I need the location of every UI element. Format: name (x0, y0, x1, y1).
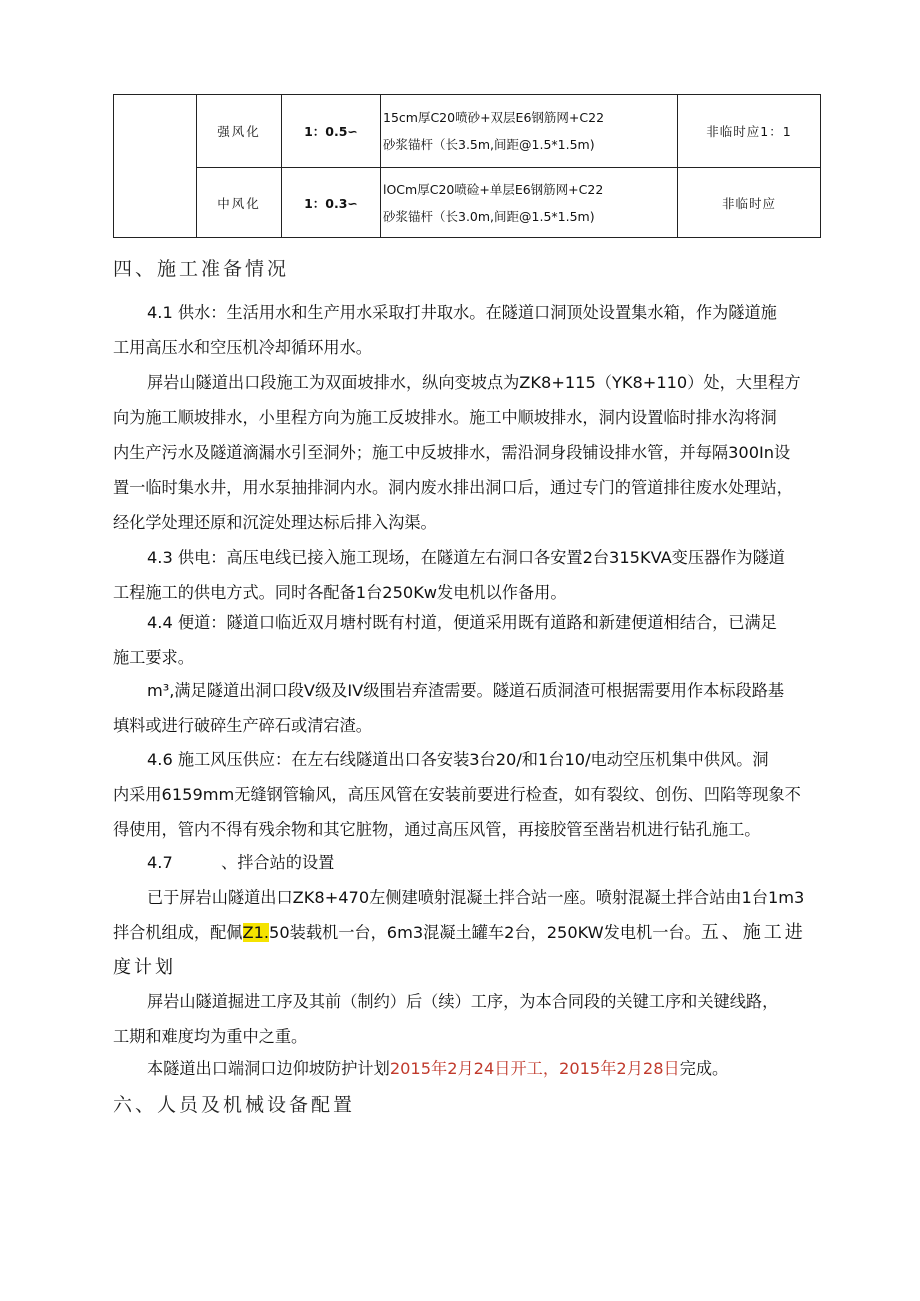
paragraph-air-supply (113, 742, 819, 847)
text-line: 置一临时集水井，用水泵抽排洞内水。洞内废水排出洞口后，通过专门的管道排往废水处理站， (113, 478, 793, 497)
table-cell-grade: 中风化 (197, 168, 282, 238)
text-line: 施工要求。 (113, 648, 194, 667)
text-line: 工用高压水和空压机冷却循环用水。 (113, 338, 372, 357)
highlighted-text: Z1. (242, 923, 270, 942)
text-line: 向为施工顺坡排水，小里程方向为施工反坡排水。施工中顺坡排水，洞内设置临时排水沟将洞 (113, 408, 777, 427)
text-line: 4.3 供电：高压电线已接入施工现场，在隧道左右洞口各安置2台315KVA变压器作为隧道 (147, 548, 785, 567)
text-fragment: 50装载机一台，6m3混凝土罐车2台，250KW发电机一台。 (269, 923, 701, 942)
table-row (114, 168, 821, 238)
section-heading: 六、人员及机械设备配置 (113, 1094, 356, 1116)
table-cell-note: 非临时应1：1 (678, 95, 821, 168)
text-line: 已于屏岩山隧道出口ZK8+470左侧建喷射混凝土拌合站一座。喷射混凝土拌合站由1台1m3 (147, 888, 805, 907)
table-cell-grade: 强风化 (197, 95, 282, 168)
slope-table (113, 94, 821, 238)
paragraph-schedule (113, 984, 819, 1054)
item-number: 4.7 (147, 853, 173, 872)
paragraph-plan (113, 1051, 819, 1086)
table-row (114, 95, 821, 168)
text-line (113, 845, 819, 880)
text-line: 内生产污水及隧道滴漏水引至洞外；施工中反坡排水，需沿洞身段铺设排水管，并每隔300In设 (113, 443, 791, 462)
paragraph-mixing-station-title (113, 845, 819, 880)
paragraph-spoil (113, 673, 819, 743)
paragraph-power-supply (113, 540, 819, 610)
text-line: 得使用，管内不得有残余物和其它脏物，通过高压风管，再接胶管至凿岩机进行钻孔施工。 (113, 820, 761, 839)
text-line: 内采用6159mm无缝钢管输风，高压风管在安装前要进行检查，如有裂纹、创伤、凹陷等现象不 (113, 785, 801, 804)
text-line (113, 915, 819, 950)
section-heading: 四、施工准备情况 (113, 258, 290, 280)
paragraph-water-supply (113, 295, 819, 365)
table-cell-support (381, 95, 678, 168)
paragraph-mixing-station (113, 880, 819, 985)
section-heading-inline: 五、施工进 (700, 922, 806, 943)
text-line: 工程施工的供电方式。同时各配备1台250Kw发电机以作备用。 (113, 583, 567, 602)
table-cell-support (381, 168, 678, 238)
red-date-text: 2015年2月24日开工，2015年2月28日 (389, 1059, 680, 1078)
support-line: 砂浆锚杆（长3.5m,间距@1.5*1.5m) (383, 137, 595, 152)
text-line: 4.6 施工风压供应：在左右线隧道出口各安装3台20/和1台10/电动空压机集中供风。洞 (147, 750, 769, 769)
table-cell-ratio: 1：0.3∽ (282, 168, 381, 238)
text-line: 4.1 供水：生活用水和生产用水采取打井取水。在隧道口洞顶处设置集水箱，作为隧道施 (147, 303, 777, 322)
text-line (113, 1051, 819, 1086)
table-cell-empty (114, 95, 197, 238)
table-cell-note: 非临时应 (678, 168, 821, 238)
support-line: 砂浆锚杆（长3.0m,间距@1.5*1.5m) (383, 208, 595, 224)
support-line: lOCm厚C20喷硷+单层E6钢筋网+C22 (383, 181, 604, 197)
support-line: 15cm厚C20喷砂+双层E6钢筋网+C22 (383, 110, 605, 125)
text-fragment: 拌合机组成，配佩 (113, 923, 243, 942)
section-heading-inline: 度计划 (113, 957, 176, 978)
paragraph-drainage (113, 365, 819, 540)
text-line: 4.4 便道：隧道口临近双月塘村既有村道，便道采用既有道路和新建便道相结合，已满足 (147, 613, 777, 632)
text-line: m³,满足隧道出洞口段V级及IV级围岩弃渣需要。隧道石质洞渣可根据需要用作本标段路基 (147, 681, 785, 700)
text-fragment: 完成。 (679, 1059, 729, 1078)
item-title: 、拌合站的设置 (221, 853, 335, 872)
table-cell-ratio: 1：0.5∽ (282, 95, 381, 168)
text-fragment: 本隧道出口端洞口边仰坡防护计划 (147, 1059, 390, 1078)
text-line: 工期和难度均为重中之重。 (113, 1027, 308, 1046)
text-line: 屏岩山隧道出口段施工为双面坡排水，纵向变坡点为ZK8+115（YK8+110）处，大里程方 (147, 373, 801, 392)
paragraph-access-road (113, 605, 819, 675)
text-line: 填料或进行破碎生产碎石或清宕渣。 (113, 716, 372, 735)
text-line: 屏岩山隧道掘进工序及其前（制约）后（续）工序，为本合同段的关键工序和关键线路， (147, 992, 779, 1011)
text-line: 经化学处理还原和沉淀处理达标后排入沟渠。 (113, 513, 437, 532)
